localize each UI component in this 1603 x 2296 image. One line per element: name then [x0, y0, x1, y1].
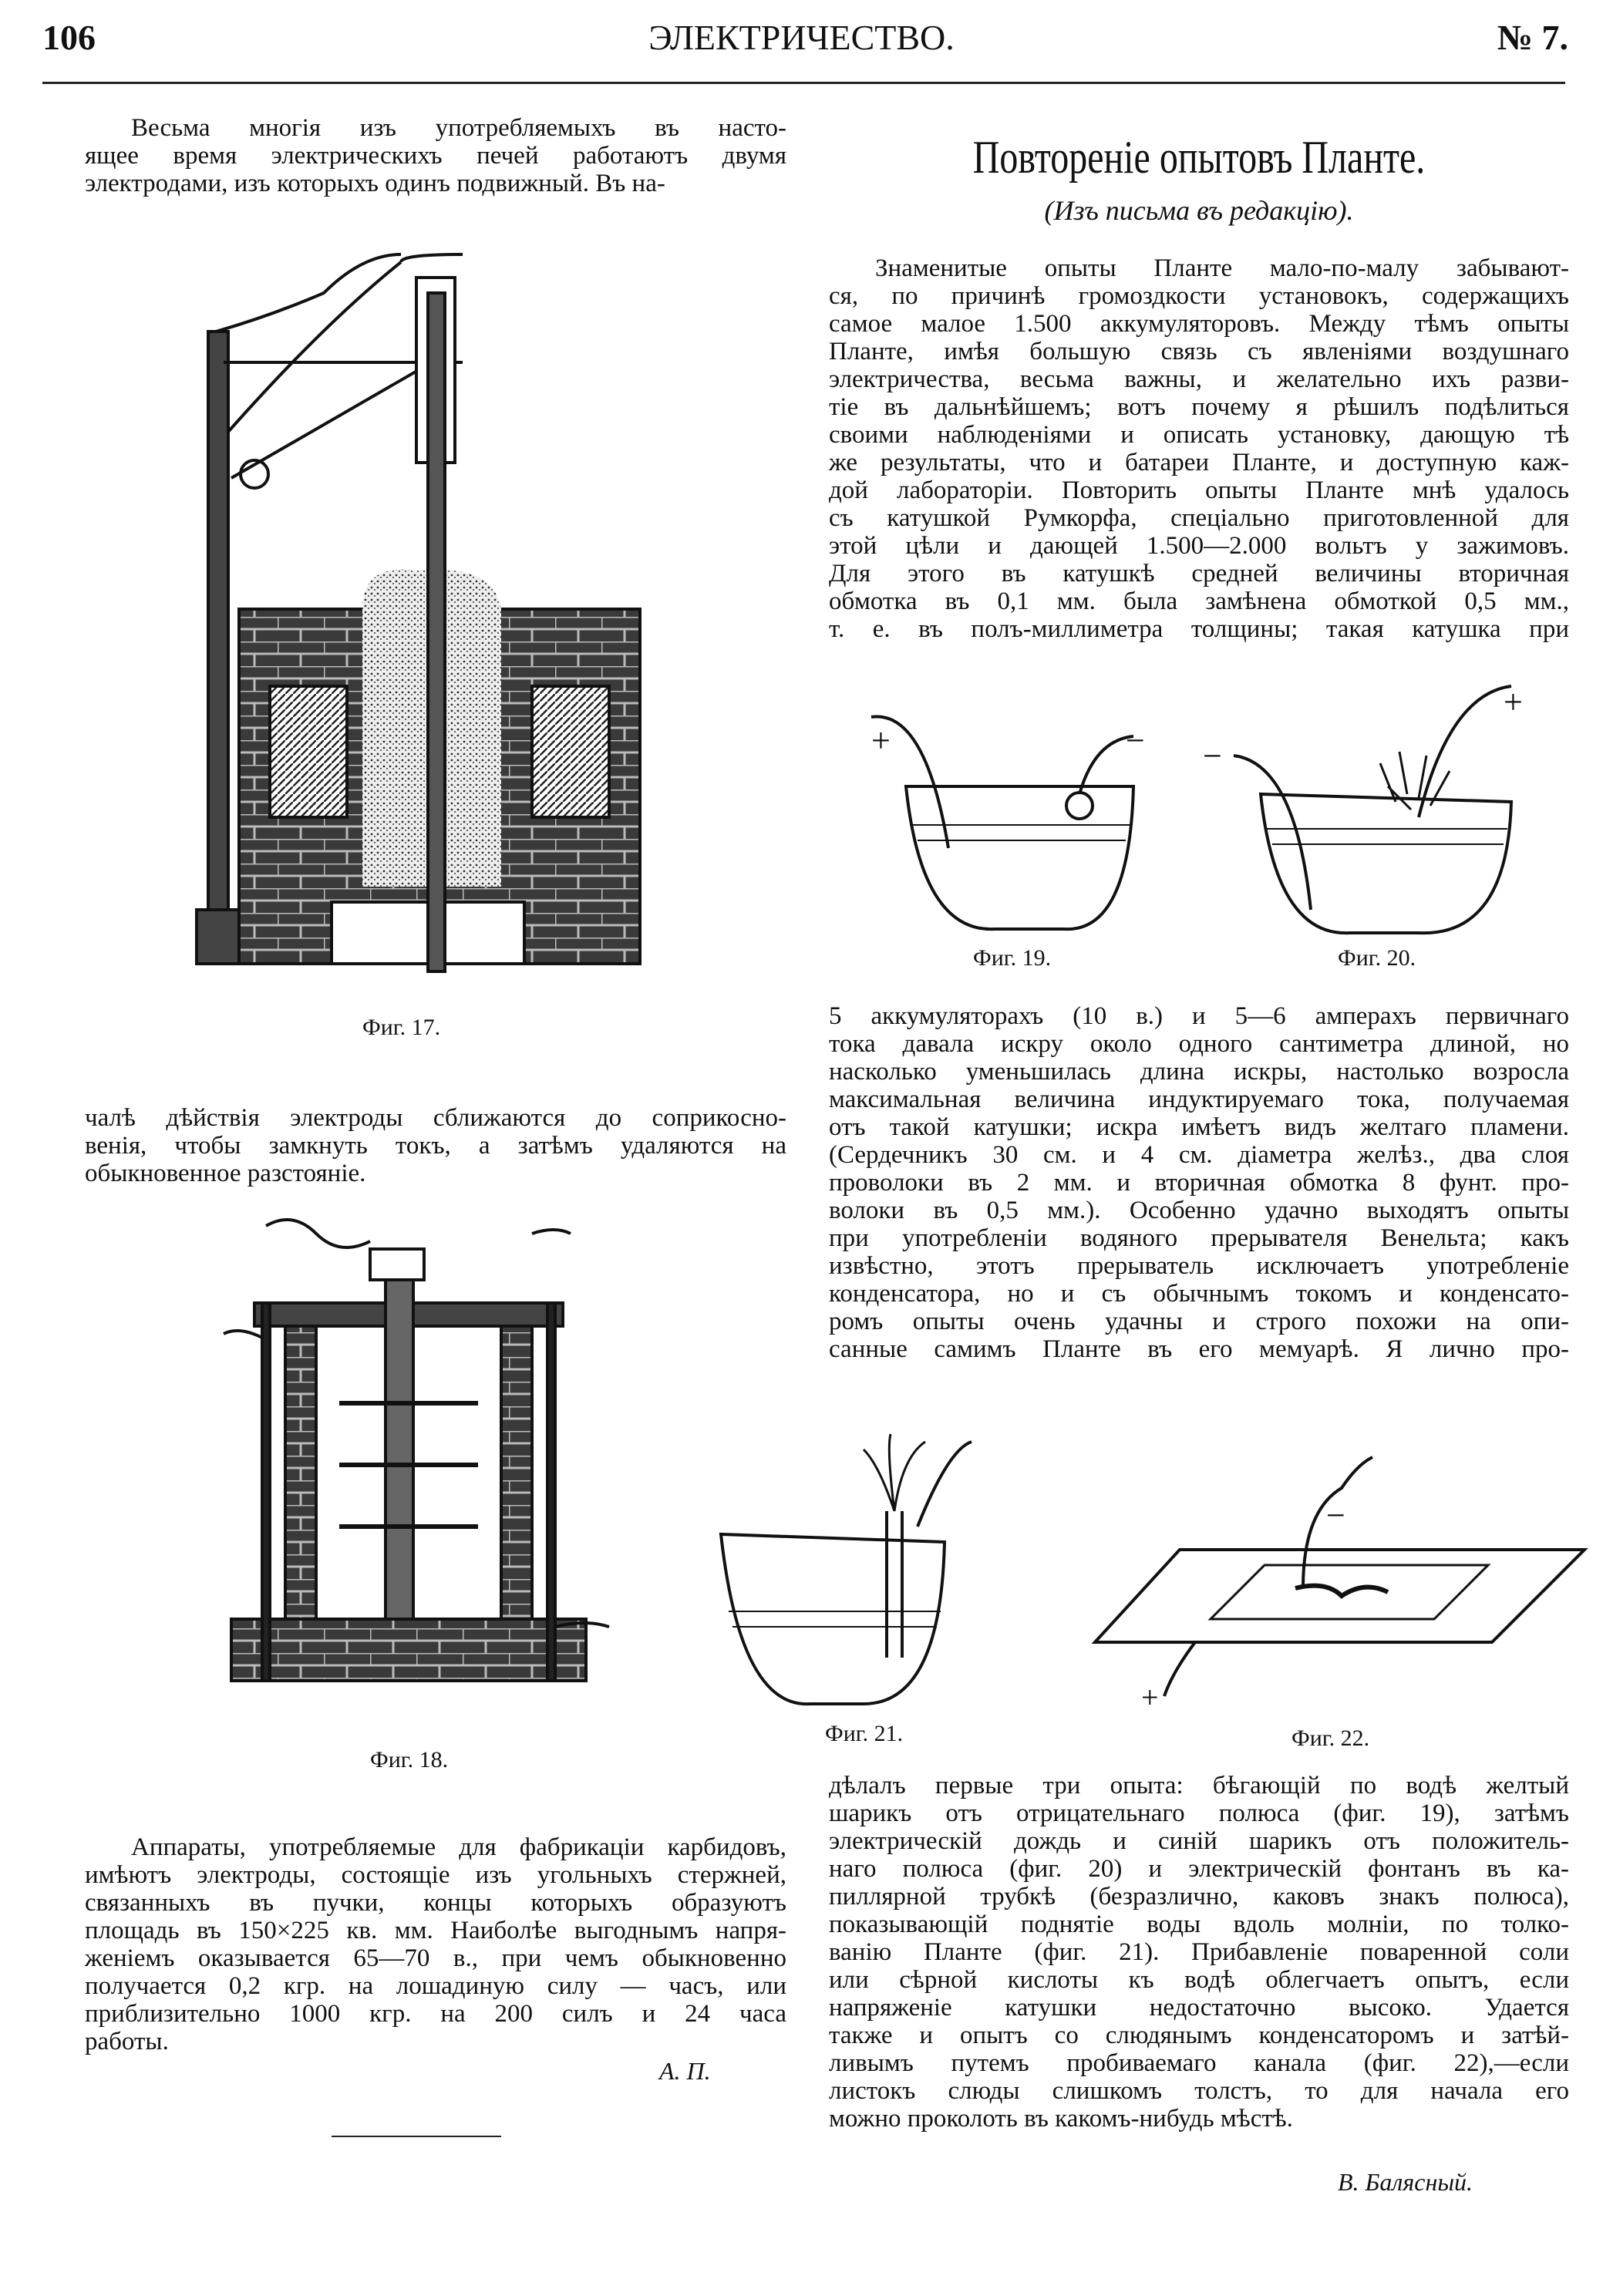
fig18-carbide-furnace — [224, 1220, 609, 1681]
text-line: санные самимъ Планте въ его мемуарѣ. Я лично про- — [829, 1335, 1569, 1363]
article-subtitle: (Изъ письма въ редакцію). — [1044, 195, 1354, 226]
text-line: приблизительно 1000 кгр. на 200 силъ и 24 часа — [85, 2000, 786, 2028]
text-line: имѣютъ электроды, состоящіе изъ угольныхъ стержней, — [85, 1861, 786, 1889]
fig22-plus-label: + — [1141, 1680, 1159, 1715]
text-line: тока давала искру около одного сантиметра длиной, но — [829, 1030, 1569, 1058]
fig22-caption: Фиг. 22. — [1291, 1725, 1370, 1751]
left-paragraph-3 — [85, 1833, 786, 2055]
text-line: ящее время электрическихъ печей работаютъ двумя — [85, 142, 786, 170]
text-line: при употребленіи водяного прерывателя Венельта; какъ — [829, 1224, 1569, 1252]
text-line: ся, по причинѣ громоздкости установокъ, содержащихъ — [829, 282, 1569, 310]
text-line: женіемъ оказывается 65—70 в., при чемъ обыкновенно — [85, 1944, 786, 1972]
text-line: проволоки въ 2 мм. и вторичная обмотка 8 фунт. про- — [829, 1169, 1569, 1197]
left-paragraph-2 — [85, 1104, 786, 1187]
text-line: электрическій дождь и синій шарикъ отъ положитель- — [829, 1827, 1569, 1855]
text-line: отъ такой катушки; искра имѣетъ видъ желтаго пламени. — [829, 1113, 1569, 1141]
text-line: пиллярной трубкѣ (безразлично, каковъ знакъ полюса), — [829, 1883, 1569, 1911]
fig19-bowl-ball — [871, 716, 1145, 929]
header-rule — [42, 82, 1565, 84]
text-line: Знаменитые опыты Планте мало-по-малу забывают- — [875, 254, 1569, 282]
text-line: Для этого въ катушкѣ средней величины вторичная — [829, 560, 1569, 587]
text-line: напряженіе катушки недостаточно высоко. Удается — [829, 1994, 1569, 2022]
text-line: электродами, изъ которыхъ одинъ подвижный. Въ на- — [85, 170, 665, 197]
fig19-plus-label: + — [871, 722, 891, 759]
text-line: дѣлалъ первые три опыта: бѣгающій по водѣ желтый — [829, 1772, 1569, 1799]
text-line: съ катушкой Румкорфа, спеціально приготовленной для — [829, 504, 1569, 532]
text-line: тіе въ дальнѣйшемъ; вотъ почему я рѣшилъ подѣлиться — [829, 393, 1569, 421]
fig20-bowl-rain — [1203, 683, 1523, 933]
fig22-minus-label: − — [1326, 1496, 1345, 1534]
text-line: площадь въ 150×225 кв. мм. Наиболѣе выгоднымъ напря- — [85, 1917, 786, 1944]
text-line: связанныхъ въ пучки, концы которыхъ образуютъ — [85, 1889, 786, 1917]
journal-title: ЭЛЕКТРИЧЕСТВО. — [648, 18, 955, 57]
text-line: или сѣрной кислоты къ водѣ облегчаетъ опытъ, если — [829, 1966, 1569, 1994]
fig18-caption: Фиг. 18. — [370, 1747, 449, 1772]
left-paragraph-1 — [85, 114, 786, 197]
text-line: обмотка въ 0,1 мм. была замѣнена обмоткой 0,5 мм., — [829, 587, 1569, 615]
end-rule — [332, 2136, 501, 2137]
text-line: показывающій поднятіе воды вдоль молніи, по толко- — [829, 1911, 1569, 1938]
article-title: Повтореніе опытовъ Планте. — [972, 132, 1426, 183]
text-line: электричества, весьма важны, и желательно ихъ разви- — [829, 365, 1569, 393]
text-line: насколько уменьшилась длина искры, настолько возросла — [829, 1058, 1569, 1086]
text-line: ливымъ путемъ пробиваемаго канала (фиг. 22),—если — [829, 2049, 1569, 2077]
text-line: этой цѣли и дающей 1.500—2.000 вольтъ у зажимовъ. — [829, 532, 1569, 560]
page-number: 106 — [42, 18, 96, 57]
text-line: т. е. въ полъ-миллиметра толщины; такая катушка при — [829, 615, 1569, 643]
text-line: работы. — [85, 2028, 169, 2055]
text-line: волоки въ 0,5 мм.). Особенно удачно выходятъ опыты — [829, 1197, 1569, 1224]
text-line: получается 0,2 кгр. на лошадиную силу — часъ, или — [85, 1972, 786, 2000]
text-line: чалѣ дѣйствія электроды сближаются до соприкосно- — [85, 1104, 786, 1132]
fig21-caption: Фиг. 21. — [825, 1721, 904, 1746]
text-line: ромъ опыты очень удачны и строго похожи на опи- — [829, 1308, 1569, 1335]
text-line: венія, чтобы замкнуть токъ, а затѣмъ удаляются на — [85, 1132, 786, 1160]
fig19-minus-label: − — [1126, 722, 1145, 759]
text-line: шарикъ отъ отрицательнаго полюса (фиг. 19), затѣмъ — [829, 1799, 1569, 1827]
text-line: самое малое 1.500 аккумуляторовъ. Между тѣмъ опыты — [829, 310, 1569, 338]
text-line: обыкновенное разстояніе. — [85, 1160, 366, 1187]
text-line: Весьма многія изъ употребляемыхъ въ насто- — [131, 114, 786, 142]
fig20-plus-label: + — [1504, 683, 1523, 721]
issue-number: № 7. — [1497, 18, 1568, 57]
text-line: извѣстно, этотъ прерыватель исключаетъ употребленіе — [829, 1252, 1569, 1280]
fig20-caption: Фиг. 20. — [1338, 945, 1416, 971]
signature-left: А. П. — [659, 2057, 711, 2085]
text-line: также и опытъ со слюдянымъ конденсаторомъ и затѣй- — [829, 2022, 1569, 2049]
fig17-electric-furnace — [197, 254, 640, 971]
text-line: наго полюса (фиг. 20) и электрическій фонтанъ въ ка- — [829, 1855, 1569, 1883]
fig17-caption: Фиг. 17. — [362, 1015, 441, 1040]
right-paragraph-3 — [829, 1772, 1569, 2133]
signature-right: В. Балясный. — [1338, 2168, 1473, 2196]
text-line: ванію Планте (фиг. 21). Прибавленіе поваренной соли — [829, 1938, 1569, 1966]
fig20-minus-label: − — [1203, 737, 1222, 775]
text-line: (Сердечникъ 30 см. и 4 см. діаметра желѣз., два слоя — [829, 1141, 1569, 1169]
fig21-bowl-fountain — [721, 1434, 972, 1704]
text-line: 5 аккумуляторахъ (10 в.) и 5—6 амперахъ первичнаго — [829, 1002, 1569, 1030]
right-paragraph-2 — [829, 1002, 1569, 1363]
text-line: дой лабораторіи. Повторить опыты Планте мнѣ удалось — [829, 476, 1569, 504]
text-line: листокъ слюды слишкомъ толстъ, то для начала его — [829, 2077, 1569, 2105]
text-line: Планте, имѣя большую связь съ явленіями воздушнаго — [829, 338, 1569, 365]
text-line: же результаты, что и батареи Планте, и доступную каж- — [829, 449, 1569, 476]
text-line: конденсатора, но и съ обычнымъ токомъ и конденсато- — [829, 1280, 1569, 1308]
text-line: можно проколоть въ какомъ-нибудь мѣстѣ. — [829, 2105, 1293, 2133]
fig19-caption: Фиг. 19. — [973, 945, 1052, 971]
text-line: своими наблюденіями и описать установку, дающую тѣ — [829, 421, 1569, 449]
text-line: Аппараты, употребляемые для фабрикаціи карбидовъ, — [131, 1833, 786, 1861]
text-line: максимальная величина индуктируемаго тока, получаемая — [829, 1086, 1569, 1113]
right-paragraph-1 — [829, 254, 1569, 643]
fig22-mica-plate — [1095, 1457, 1584, 1715]
